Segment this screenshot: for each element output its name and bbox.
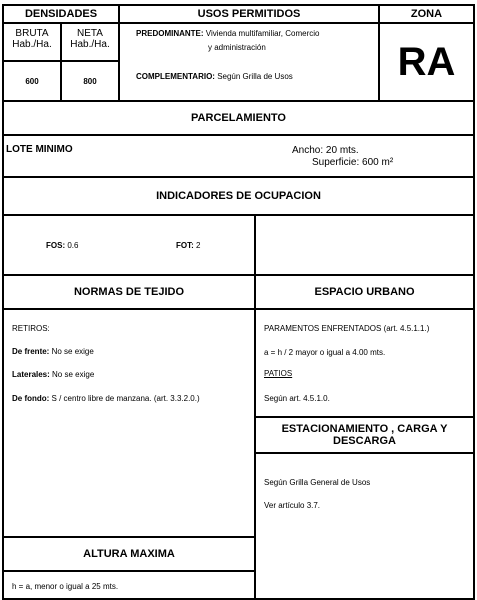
zona-header: ZONA xyxy=(378,4,475,24)
estacionamiento-line1: Según Grilla General de Usos xyxy=(264,478,371,487)
normas-body xyxy=(2,308,256,538)
espacio-header: ESPACIO URBANO xyxy=(254,274,475,310)
predominante-value: Vivienda multifamiliar, Comercio xyxy=(203,29,320,38)
neta-unit: Hab./Ha. xyxy=(70,39,110,50)
altura-body xyxy=(2,570,256,600)
frente-label: De frente: xyxy=(12,347,50,356)
laterales-value: No se exige xyxy=(49,370,95,379)
retiro-laterales xyxy=(12,370,94,379)
usos-header: USOS PERMITIDOS xyxy=(118,4,380,24)
altura-header: ALTURA MAXIMA xyxy=(2,536,256,572)
bruta-value: 600 xyxy=(2,60,62,102)
fot-value: 2 xyxy=(193,241,201,250)
fos-value: 0.6 xyxy=(65,241,79,250)
fos xyxy=(46,241,78,250)
predominante-value-cont: y administración xyxy=(208,43,266,52)
usos-complementario xyxy=(136,72,293,81)
espacio-body xyxy=(254,308,475,418)
neta-value: 800 xyxy=(60,60,120,102)
altura-value: h = a, menor o igual a 25 mts. xyxy=(12,582,119,591)
patios-ref: Según art. 4.5.1.0. xyxy=(264,394,330,403)
normas-header: NORMAS DE TEJIDO xyxy=(2,274,256,310)
ancho-value: Ancho: 20 mts. xyxy=(292,145,359,156)
fondo-label: De fondo: xyxy=(12,394,50,403)
paramentos-text: PARAMENTOS ENFRENTADOS (art. 4.5.1.1.) xyxy=(264,324,430,333)
usos-predominante xyxy=(136,29,319,38)
complementario-label: COMPLEMENTARIO: xyxy=(136,72,215,81)
parcelamiento-header: PARCELAMIENTO xyxy=(2,100,475,136)
indicadores-header: INDICADORES DE OCUPACION xyxy=(2,176,475,216)
neta-label: NETA xyxy=(77,28,103,39)
retiro-frente xyxy=(12,347,94,356)
fondo-value: S / centro libre de manzana. (art. 3.3.2.0.) xyxy=(49,394,200,403)
lote-minimo-label: LOTE MINIMO xyxy=(6,144,73,155)
retiros-label: RETIROS: xyxy=(12,324,50,333)
densidades-header: DENSIDADES xyxy=(2,4,120,24)
fot-label: FOT: xyxy=(176,241,194,250)
fot xyxy=(176,241,200,250)
estacionamiento-header: ESTACIONAMIENTO , CARGA Y DESCARGA xyxy=(254,416,475,454)
complementario-value: Según Grilla de Usos xyxy=(214,72,293,81)
estacionamiento-body xyxy=(254,452,475,600)
zona-value: RA xyxy=(397,39,456,84)
parcelamiento-body xyxy=(2,134,475,178)
estacionamiento-line2: Ver artículo 3.7. xyxy=(264,501,321,510)
patios-label: PATIOS xyxy=(264,369,293,378)
retiro-fondo xyxy=(12,394,200,403)
predominante-label: PREDOMINANTE: xyxy=(136,29,204,38)
indicadores-right xyxy=(254,214,475,276)
bruta-unit: Hab./Ha. xyxy=(12,39,52,50)
indicadores-left xyxy=(2,214,256,276)
laterales-label: Laterales: xyxy=(12,370,50,379)
frente-value: No se exige xyxy=(49,347,94,356)
bruta-header-cell xyxy=(2,22,62,62)
neta-header-cell xyxy=(60,22,120,62)
superficie-value: Superficie: 600 m² xyxy=(312,157,394,168)
fos-label: FOS: xyxy=(46,241,66,250)
paramentos-formula: a = h / 2 mayor o igual a 4.00 mts. xyxy=(264,348,386,357)
bruta-label: BRUTA xyxy=(15,28,49,39)
